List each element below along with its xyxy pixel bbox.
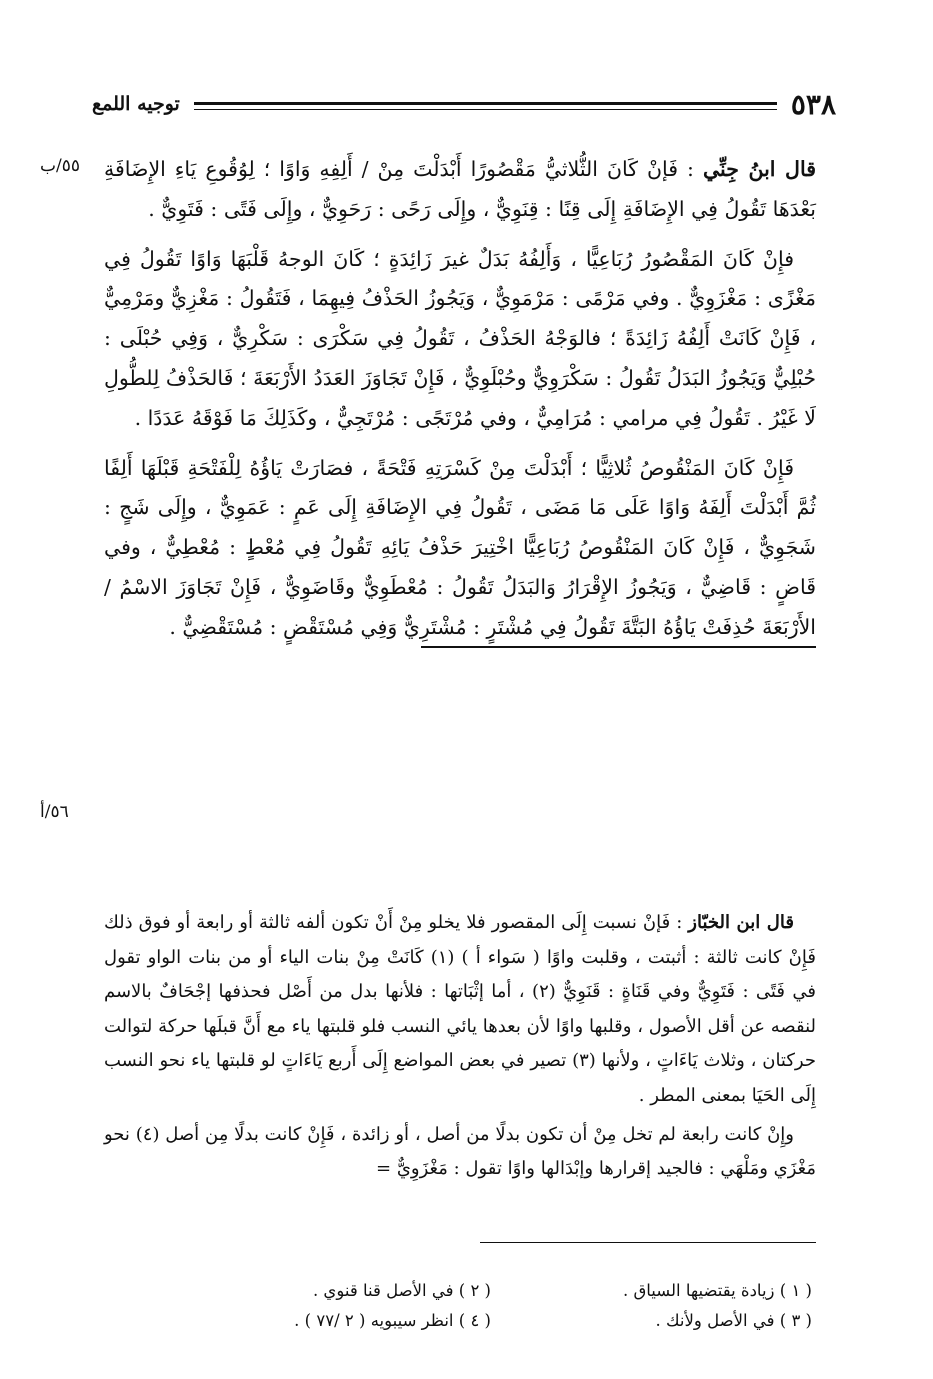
running-title: توجيه اللمع <box>92 93 180 115</box>
running-header <box>92 84 836 124</box>
main-paragraph: فَإِنْ كَانَ المَنْقُوصُ ثُلاثِيًّا ؛ أَبْدَلْتَ مِنْ كَسْرَتِهِ فَتْحَةً ، فصَارَتْ يَاؤُهُ لِلْفَتْحَةِ قَبْلَهَا أَلِفًا ثُمَّ أَبْدَلْتَ أَلِفَهُ وَاوًا عَلَى مَا مَضَى ، تَقُولُ فِي الإِضَافَةِ إِلَى عَمٍ : عَمَوِيٌّ ، وإِلَى شَجٍ : شَجَوِيٌّ ، فَإِنْ كَانَ المَنْقُوصُ رُبَاعِيًّا اخْتِيرَ حَذْفُ يَائِهِ تَقُولُ فِي مُعْطٍ : مُعْطِيٌّ ، وفي قَاضٍ : قَاضِيٌّ ، وَيَجُوزُ الإِقْرَارُ وَالبَدَلُ تَقُولُ : مُعْطَوِيٌّ وقَاضَوِيٌّ ، فَإِنْ تَجَاوَزَ الاسْمُ / الأَرْبَعَةَ حُذِفَتْ يَاؤُهُ البَتَّةَ تَقُولُ فِي مُشْتَرٍ : مُشْتَرِيٌّ وَفِي مُسْتَقْضٍ : مُسْتَقْضِيٌّ . <box>104 455 816 639</box>
footnotes <box>170 1276 812 1336</box>
footnote-separator <box>480 1242 816 1243</box>
commentary-paragraph <box>104 906 816 1114</box>
commentary-paragraph: وإِنْ كانت رابعة لم تخل مِنْ أن تكون بدلًا من أصل ، أو زائدة ، فَإِنْ كانت بدلًا مِن أصل (٤) نحو مَغْزَي ومَلْهَي : فالجيد إقرارها وإبْدَالها واوًا تقول : مَغْزَوِيٌّ = <box>104 1123 816 1180</box>
footnote: ( ٣ ) في الأصل ولأنك . <box>655 1311 812 1330</box>
folio-marker: ٥٦/أ <box>40 802 69 822</box>
main-paragraph <box>104 150 816 230</box>
commentator-label: قال ابن الخبّاز <box>688 912 794 933</box>
footnote: ( ٢ ) في الأصل قنا قنوي . <box>312 1281 491 1300</box>
footnote: ( ١ ) زيادة يقتضيها السياق . <box>622 1281 812 1300</box>
footnote-row <box>170 1306 812 1336</box>
main-paragraph: فإِنْ كَانَ المَقْصُورُ رُبَاعِيًّا ، وَأَلِفُهُ بَدَلٌ غيرَ زَائِدَةٍ ؛ كَانَ الوجهُ قَلْبَهَا وَاوًا تَقُولُ فِي مَغْزًى : مَغْزَوِيٌّ . وفي مَرْمًى : مَرْمَوِيٌّ ، وَيَجُوزُ الحَذْفُ فِيهِمَا ، فَتَقُولُ : مَغْزِيٌّ ومَرْمِيٌّ ، فَإِنْ كَانَتْ أَلِفُهُ زَائِدَةً ؛ فالوَجْهُ الحَذْفُ ، تَقُولُ فِي سَكْرَى : سَكْرِيٌّ ، وَفِي حُبْلَى : حُبْلِيٌّ وَيَجُوزُ البَدَلُ تَقُولُ : سَكْرَوِيٌّ وحُبْلَوِيٌّ ، فَإِنْ تَجَاوَزَ العَدَدُ الأَرْبَعَةَ ؛ فَالحَذْفُ لِلطُّولِ لَا غَيْرُ . تَقُولُ فِي مرامي : مُرَامِيٌّ ، وفي مُرْتَجًى : مُرْتَجِيٌّ ، وكَذَلِكَ مَا فَوْقَهُ عَدَدًا . <box>104 246 816 430</box>
paragraph-text: : فَإنْ نسبت إِلَى المقصور فلا يخلو مِنْ أَنْ تكون ألفه ثالثة أو رابعة أو فوق ذلك فَإِنْ كانت ثالثة : أثبتت ، وقلبت واوًا ( سَواء أ ) (١) كَانَتْ مِنْ بنات الياء أو من بنات الواو تقول في فَتًى : فَتَوِيٌّ وفي قَنَاةٍ : قَنَوِيٌّ (٢) ، أما إثْبَاتها : فلأنها بدل من أَصْل فحذفها إجْحَافٌ بالاسم لنقصه عن أقل الأصول ، وقلبها واوًا لأن بعدها يائي النسب فلو قلبتها ياء مع أَنَّ قبلَها حركة لتوالت حركتان ، وثلاث يَاءَاتٍ ، ولأنها (٣) تصير في بعض المواضع إِلَى أَربع يَاءَاتٍ لو قلبتها ياء نحو النسب إِلَى الحَيَا بمعنى المطر . <box>104 912 816 1106</box>
folio-marker: ٥٥/ب <box>40 156 80 176</box>
author-label: قال ابنُ جِنِّي <box>702 157 816 181</box>
paragraph-text: : فَإنْ كَانَ الثُّلاثيُّ مَقْصُورًا أَبْدَلْتَ مِنْ / أَلِفِهِ وَاوًا ؛ لِوُقُوعِ يَاءِ الإِضَافَةِ بَعْدَهَا تَقُولُ فِي الإِضَافَةِ إِلَى قِنًا : قِنَوِيٌّ ، وإِلَى رَحًى : رَحَوِيٌّ ، وإِلَى فَتًى : فَتَوِيٌّ . <box>104 157 816 221</box>
main-text <box>104 150 816 648</box>
page-number: ٥٣٨ <box>790 87 836 121</box>
footnote-row <box>170 1276 812 1306</box>
footnote: ( ٤ ) انظر سيبويه ( ٢ /٧٧ ) . <box>294 1311 491 1330</box>
header-rule <box>194 102 777 110</box>
commentary <box>104 906 816 1187</box>
